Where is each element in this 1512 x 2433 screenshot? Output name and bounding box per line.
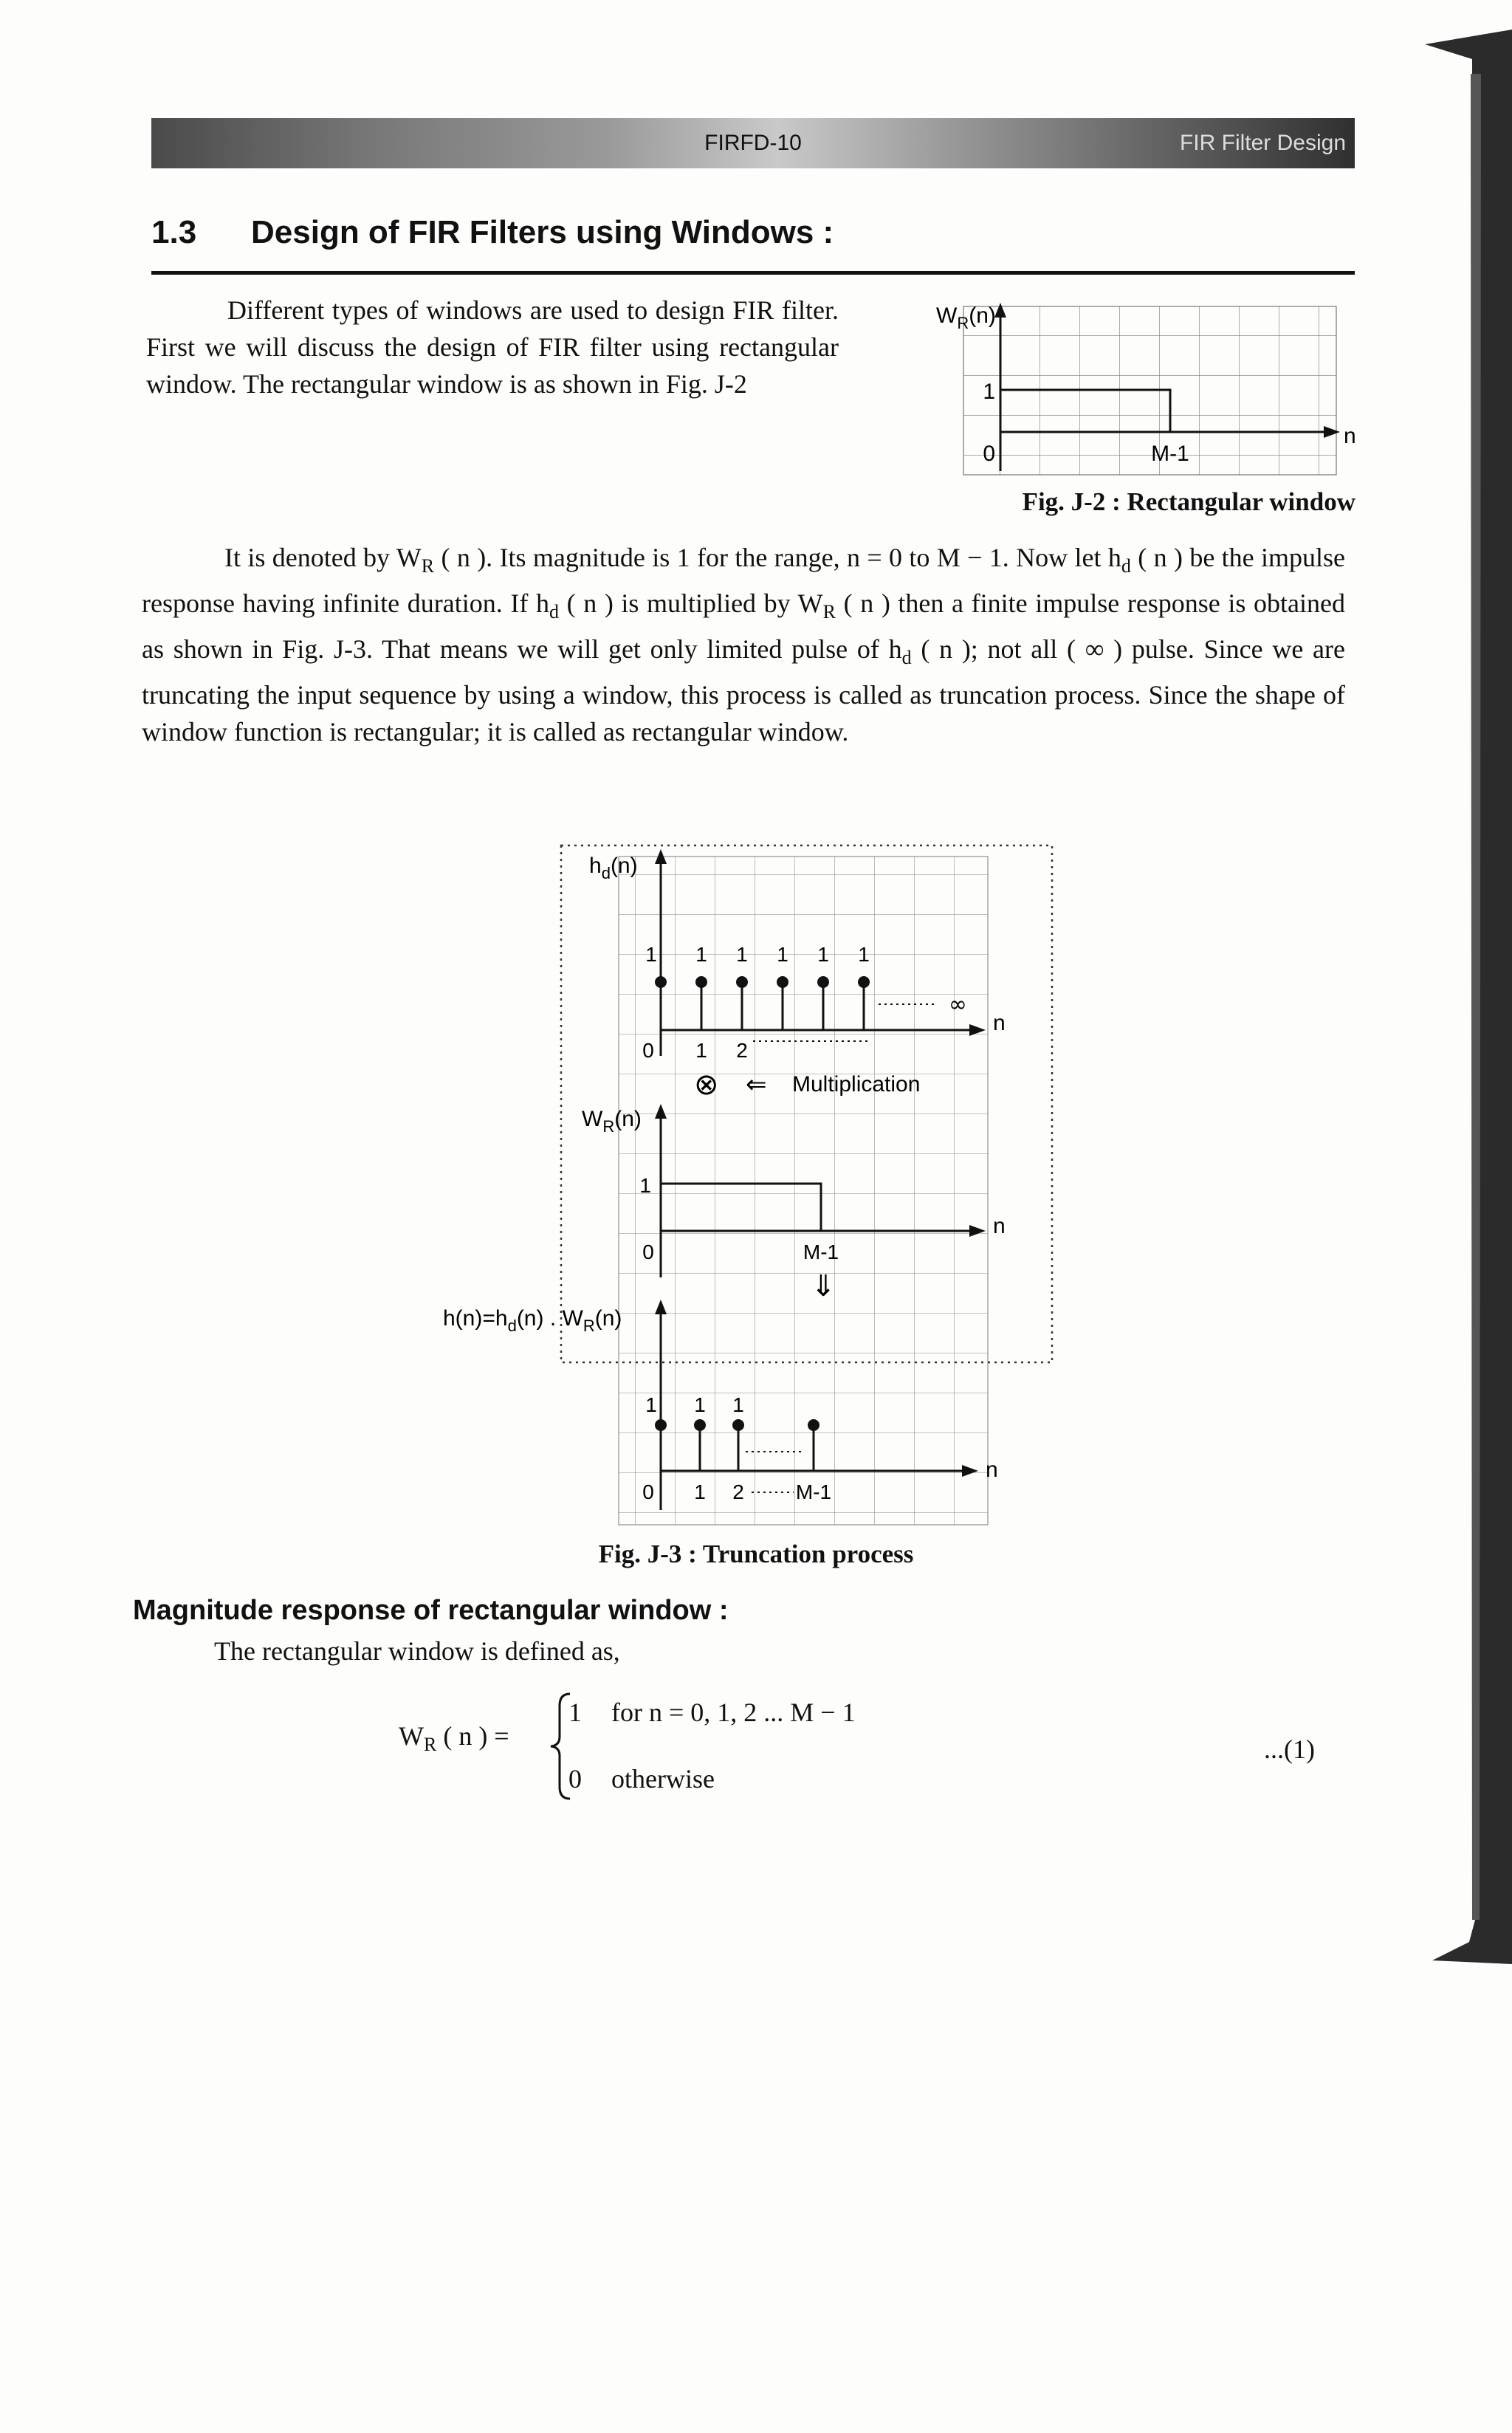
y-axis-label: $W_R(n)$ [936,303,996,332]
svg-text:1: 1 [695,943,707,966]
subsection-heading: Magnitude response of rectangular window : [133,1595,729,1626]
origin-label: 0 [983,442,995,466]
svg-text:1: 1 [694,1480,706,1503]
infinity-label: ∞ [949,992,967,1018]
scan-edge-shadow [1425,30,1512,1964]
svg-text:1: 1 [732,1393,744,1416]
window-definition-intro: The rectangular window is defined as, [214,1636,620,1666]
w-level-label: 1 [639,1174,651,1197]
svg-text:2: 2 [732,1480,744,1503]
x-axis-label: n [1344,424,1356,448]
svg-text:0: 0 [642,1480,654,1503]
case-two-condition: otherwise [611,1764,715,1794]
figure-caption-j3: Fig. J-3 : Truncation process [598,1540,914,1568]
svg-text:1: 1 [645,1393,657,1416]
svg-text:1: 1 [736,943,748,966]
svg-text:1: 1 [645,943,657,966]
left-double-arrow-icon: ⇐ [746,1070,767,1099]
section-heading [151,214,834,251]
case-one-value: 1 [568,1698,582,1727]
multiplication-label: Multiplication [792,1072,921,1097]
header-chapter-title: FIR Filter Design [1179,131,1346,155]
h-label: $h(n)=h_d(n)$ . $W_R(n)$ [443,1306,622,1335]
section-number: 1.3 [151,214,197,250]
grid-background [619,857,988,1525]
w-label: $W_R(n)$ [582,1107,642,1136]
truncation-process-figure [436,834,1071,1528]
equation-lhs: $W_R$ ( n ) = [399,1721,509,1755]
rectangular-window-figure [936,295,1358,487]
hd-x-label: n [993,1011,1006,1035]
multiply-icon: ⊗ [694,1068,719,1102]
heading-rule [151,271,1355,275]
section-title: Design of FIR Filters using Windows : [251,214,834,250]
svg-text:1: 1 [777,943,788,966]
svg-text:1: 1 [817,943,829,966]
h-x-label: n [986,1458,998,1482]
level-one-label: 1 [983,380,995,404]
w-zero-label: 0 [642,1240,654,1263]
w-x-label: n [993,1214,1006,1238]
case-one-condition: for n = 0, 1, 2 ... M − 1 [611,1698,856,1727]
svg-text:1: 1 [695,1039,707,1062]
intro-paragraph: Different types of windows are used to design FIR filter. First we will discuss the design of FIR filter using rectangular window. The rectangular window is as shown in Fig. J-2 [146,295,839,399]
case-two-value: 0 [568,1764,582,1794]
hd-label: $h_d(n)$ [589,854,638,882]
svg-text:1: 1 [694,1393,706,1416]
svg-text:2: 2 [736,1039,748,1062]
down-double-arrow-icon: ⇓ [811,1269,836,1303]
page-code: FIRFD-10 [704,131,802,155]
svg-text:1: 1 [858,943,870,966]
m-minus-one-label: M-1 [1151,442,1189,466]
w-end-label: M-1 [803,1240,839,1263]
page-header [151,118,1355,168]
svg-text:M-1: M-1 [795,1480,832,1503]
figure-caption-j2: Fig. J-2 : Rectangular window [1022,487,1355,516]
svg-text:0: 0 [642,1039,654,1062]
equation-number: ...(1) [1264,1734,1315,1764]
body-paragraph: It is denoted by $W_R$ ( n ). Its magnitude is 1 for the range, n = 0 to M − 1. Now let $h_d$ ( n ) be the impulse response having infinite duration. If $h_d$ ( n ) is multiplied by $W_R$ ( n ) then a finite impulse response is obtained as shown in Fig. J-3. That means we will get only limited pulse of $h_d$ ( n ); not all ( ∞ ) pulse. Since we are truncating the input sequence by using a window, this process is called as truncation process. Since the shape of window function is rectangular; it is called as rectangular window. [142,543,1346,747]
